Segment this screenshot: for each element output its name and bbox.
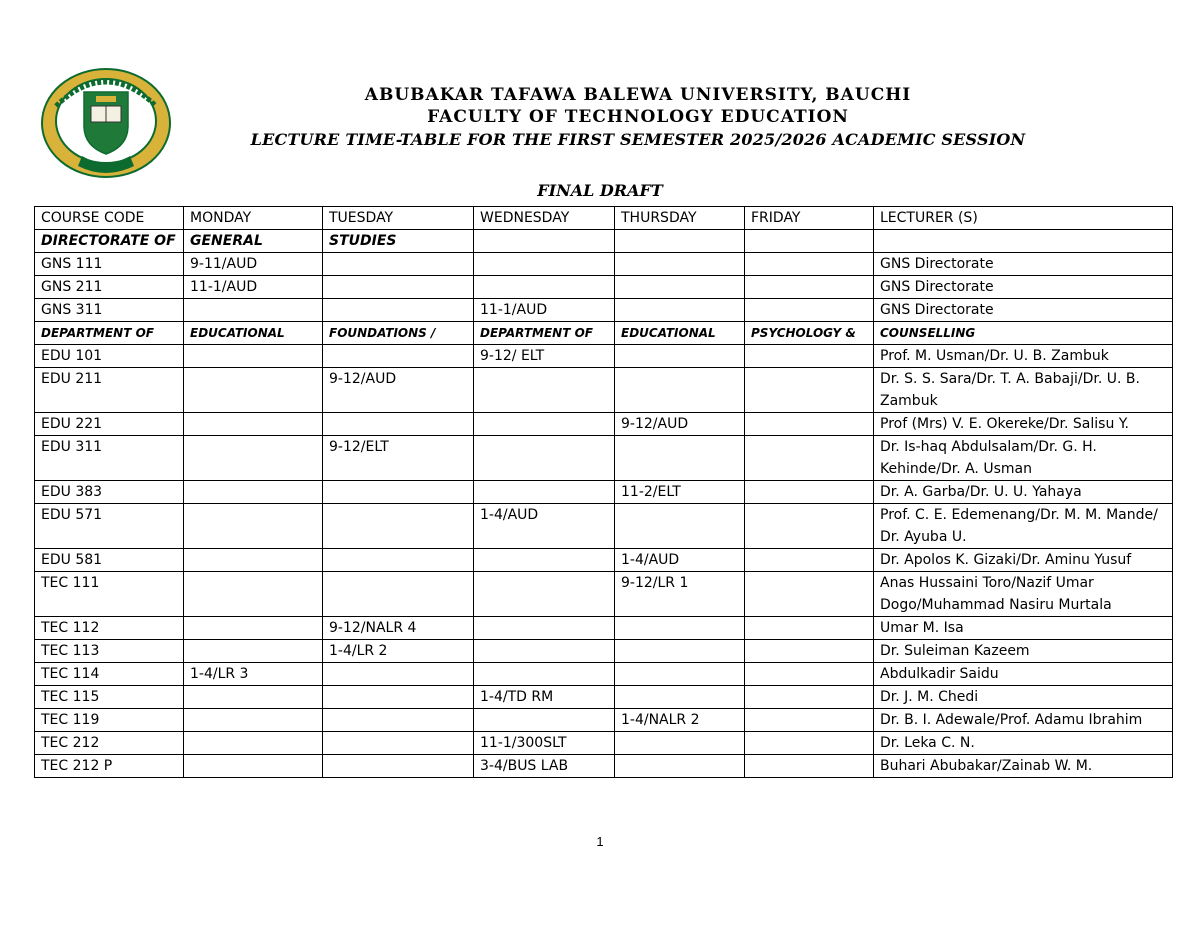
table-row <box>35 276 1173 299</box>
course-code-cell: EDU 311 <box>35 436 184 481</box>
friday-cell <box>745 345 874 368</box>
tuesday-cell <box>323 253 474 276</box>
thursday-cell <box>615 504 745 549</box>
header-thursday: THURSDAY <box>615 207 745 230</box>
friday-cell <box>745 732 874 755</box>
header-lecturers: LECTURER (S) <box>874 207 1173 230</box>
table-row <box>35 436 1173 481</box>
monday-cell <box>184 572 323 617</box>
tuesday-cell: 9-12/AUD <box>323 368 474 413</box>
tuesday-cell: 9-12/ELT <box>323 436 474 481</box>
monday-cell <box>184 481 323 504</box>
friday-cell <box>745 504 874 549</box>
monday-cell <box>184 617 323 640</box>
lecturer-cell: Dr. Leka C. N. <box>874 732 1173 755</box>
table-row <box>35 549 1173 572</box>
section-cell: PSYCHOLOGY & <box>745 322 874 345</box>
table-row <box>35 640 1173 663</box>
thursday-cell <box>615 755 745 778</box>
lecturer-cell: Dr. S. S. Sara/Dr. T. A. Babaji/Dr. U. B. Zambuk <box>874 368 1173 413</box>
wednesday-cell <box>474 481 615 504</box>
monday-cell <box>184 640 323 663</box>
monday-cell <box>184 549 323 572</box>
lecturer-cell: Prof. M. Usman/Dr. U. B. Zambuk <box>874 345 1173 368</box>
wednesday-cell <box>474 368 615 413</box>
section-cell: FOUNDATIONS / <box>323 322 474 345</box>
tuesday-cell <box>323 345 474 368</box>
course-code-cell: TEC 114 <box>35 663 184 686</box>
monday-cell <box>184 368 323 413</box>
table-row <box>35 345 1173 368</box>
lecturer-cell: Abdulkadir Saidu <box>874 663 1173 686</box>
table-row <box>35 663 1173 686</box>
timetable-title: LECTURE TIME-TABLE FOR THE FIRST SEMESTER 2025/2026 ACADEMIC SESSION <box>250 130 1026 149</box>
course-code-cell: TEC 113 <box>35 640 184 663</box>
friday-cell <box>745 709 874 732</box>
friday-cell <box>745 253 874 276</box>
table-row <box>35 686 1173 709</box>
course-code-cell: TEC 115 <box>35 686 184 709</box>
friday-cell <box>745 413 874 436</box>
thursday-cell: 11-2/ELT <box>615 481 745 504</box>
lecturer-cell: GNS Directorate <box>874 276 1173 299</box>
course-code-cell: EDU 581 <box>35 549 184 572</box>
tuesday-cell <box>323 413 474 436</box>
monday-cell <box>184 436 323 481</box>
table-row <box>35 732 1173 755</box>
table-row <box>35 504 1173 549</box>
friday-cell <box>745 640 874 663</box>
tuesday-cell <box>323 504 474 549</box>
thursday-cell <box>615 345 745 368</box>
course-code-cell: TEC 119 <box>35 709 184 732</box>
course-code-cell: EDU 383 <box>35 481 184 504</box>
friday-cell <box>745 686 874 709</box>
friday-cell <box>745 436 874 481</box>
tuesday-cell <box>323 299 474 322</box>
thursday-cell <box>615 617 745 640</box>
tuesday-cell <box>323 549 474 572</box>
monday-cell <box>184 413 323 436</box>
section-cell: DEPARTMENT OF <box>35 322 184 345</box>
monday-cell <box>184 709 323 732</box>
page-number: 1 <box>596 834 604 849</box>
thursday-cell <box>615 276 745 299</box>
monday-cell <box>184 504 323 549</box>
section-cell: DEPARTMENT OF <box>474 322 615 345</box>
wednesday-cell: 11-1/300SLT <box>474 732 615 755</box>
lecturer-cell: Buhari Abubakar/Zainab W. M. <box>874 755 1173 778</box>
table-row <box>35 755 1173 778</box>
wednesday-cell <box>474 253 615 276</box>
section-cell <box>615 230 745 253</box>
table-row <box>35 572 1173 617</box>
tuesday-cell: 1-4/LR 2 <box>323 640 474 663</box>
lecturer-cell: Anas Hussaini Toro/Nazif Umar Dogo/Muhammad Nasiru Murtala <box>874 572 1173 617</box>
header-friday: FRIDAY <box>745 207 874 230</box>
header-row <box>35 207 1173 230</box>
course-code-cell: GNS 211 <box>35 276 184 299</box>
wednesday-cell <box>474 572 615 617</box>
header-wednesday: WEDNESDAY <box>474 207 615 230</box>
tuesday-cell <box>323 481 474 504</box>
thursday-cell: 9-12/LR 1 <box>615 572 745 617</box>
section-cell: GENERAL <box>184 230 323 253</box>
monday-cell <box>184 732 323 755</box>
monday-cell <box>184 686 323 709</box>
header-monday: MONDAY <box>184 207 323 230</box>
friday-cell <box>745 617 874 640</box>
course-code-cell: EDU 101 <box>35 345 184 368</box>
thursday-cell <box>615 640 745 663</box>
friday-cell <box>745 663 874 686</box>
tuesday-cell: 9-12/NALR 4 <box>323 617 474 640</box>
university-name: ABUBAKAR TAFAWA BALEWA UNIVERSITY, BAUCHI <box>364 85 912 105</box>
document-header <box>150 84 1126 152</box>
section-cell <box>745 230 874 253</box>
friday-cell <box>745 481 874 504</box>
header-course-code: COURSE CODE <box>35 207 184 230</box>
section-cell <box>474 230 615 253</box>
monday-cell: 11-1/AUD <box>184 276 323 299</box>
thursday-cell: 9-12/AUD <box>615 413 745 436</box>
thursday-cell <box>615 663 745 686</box>
lecturer-cell: Dr. Suleiman Kazeem <box>874 640 1173 663</box>
section-cell: EDUCATIONAL <box>615 322 745 345</box>
lecturer-cell: Dr. B. I. Adewale/Prof. Adamu Ibrahim <box>874 709 1173 732</box>
lecturer-cell: Umar M. Isa <box>874 617 1173 640</box>
course-code-cell: TEC 112 <box>35 617 184 640</box>
table-row <box>35 617 1173 640</box>
course-code-cell: EDU 211 <box>35 368 184 413</box>
tuesday-cell <box>323 276 474 299</box>
wednesday-cell <box>474 276 615 299</box>
wednesday-cell: 9-12/ ELT <box>474 345 615 368</box>
course-code-cell: GNS 311 <box>35 299 184 322</box>
thursday-cell <box>615 299 745 322</box>
tuesday-cell <box>323 686 474 709</box>
section-cell <box>874 230 1173 253</box>
table-row <box>35 368 1173 413</box>
monday-cell <box>184 345 323 368</box>
wednesday-cell <box>474 709 615 732</box>
section-cell: EDUCATIONAL <box>184 322 323 345</box>
lecturer-cell: Dr. J. M. Chedi <box>874 686 1173 709</box>
lecturer-cell: Dr. A. Garba/Dr. U. U. Yahaya <box>874 481 1173 504</box>
table-row <box>35 413 1173 436</box>
monday-cell: 9-11/AUD <box>184 253 323 276</box>
course-code-cell: GNS 111 <box>35 253 184 276</box>
course-code-cell: TEC 212 P <box>35 755 184 778</box>
friday-cell <box>745 368 874 413</box>
lecturer-cell: GNS Directorate <box>874 299 1173 322</box>
wednesday-cell <box>474 640 615 663</box>
wednesday-cell: 1-4/AUD <box>474 504 615 549</box>
section-row-general-studies <box>35 230 1173 253</box>
course-code-cell: TEC 111 <box>35 572 184 617</box>
header-tuesday: TUESDAY <box>323 207 474 230</box>
faculty-name: FACULTY OF TECHNOLOGY EDUCATION <box>427 107 849 127</box>
tuesday-cell <box>323 663 474 686</box>
thursday-cell <box>615 253 745 276</box>
section-row-educational-foundations <box>35 322 1173 345</box>
tuesday-cell <box>323 732 474 755</box>
monday-cell: 1-4/LR 3 <box>184 663 323 686</box>
table-row <box>35 253 1173 276</box>
lecturer-cell: Dr. Apolos K. Gizaki/Dr. Aminu Yusuf <box>874 549 1173 572</box>
thursday-cell: 1-4/NALR 2 <box>615 709 745 732</box>
friday-cell <box>745 572 874 617</box>
lecturer-cell: GNS Directorate <box>874 253 1173 276</box>
tuesday-cell <box>323 572 474 617</box>
draft-label: FINAL DRAFT <box>537 181 663 200</box>
table-row <box>35 299 1173 322</box>
monday-cell <box>184 755 323 778</box>
monday-cell <box>184 299 323 322</box>
wednesday-cell <box>474 549 615 572</box>
lecturer-cell: Prof (Mrs) V. E. Okereke/Dr. Salisu Y. <box>874 413 1173 436</box>
course-code-cell: TEC 212 <box>35 732 184 755</box>
section-cell: COUNSELLING <box>874 322 1173 345</box>
wednesday-cell <box>474 413 615 436</box>
thursday-cell <box>615 436 745 481</box>
thursday-cell: 1-4/AUD <box>615 549 745 572</box>
tuesday-cell <box>323 709 474 732</box>
course-code-cell: EDU 221 <box>35 413 184 436</box>
thursday-cell <box>615 732 745 755</box>
section-cell: DIRECTORATE OF <box>35 230 184 253</box>
wednesday-cell: 11-1/AUD <box>474 299 615 322</box>
course-code-cell: EDU 571 <box>35 504 184 549</box>
table-row <box>35 709 1173 732</box>
table-row <box>35 481 1173 504</box>
wednesday-cell: 3-4/BUS LAB <box>474 755 615 778</box>
wednesday-cell <box>474 617 615 640</box>
friday-cell <box>745 276 874 299</box>
wednesday-cell: 1-4/TD RM <box>474 686 615 709</box>
thursday-cell <box>615 368 745 413</box>
lecturer-cell: Dr. Is-haq Abdulsalam/Dr. G. H. Kehinde/Dr. A. Usman <box>874 436 1173 481</box>
wednesday-cell <box>474 436 615 481</box>
thursday-cell <box>615 686 745 709</box>
friday-cell <box>745 755 874 778</box>
tuesday-cell <box>323 755 474 778</box>
section-cell: STUDIES <box>323 230 474 253</box>
lecturer-cell: Prof. C. E. Edemenang/Dr. M. M. Mande/ Dr. Ayuba U. <box>874 504 1173 549</box>
friday-cell <box>745 549 874 572</box>
timetable <box>34 206 1173 778</box>
wednesday-cell <box>474 663 615 686</box>
friday-cell <box>745 299 874 322</box>
